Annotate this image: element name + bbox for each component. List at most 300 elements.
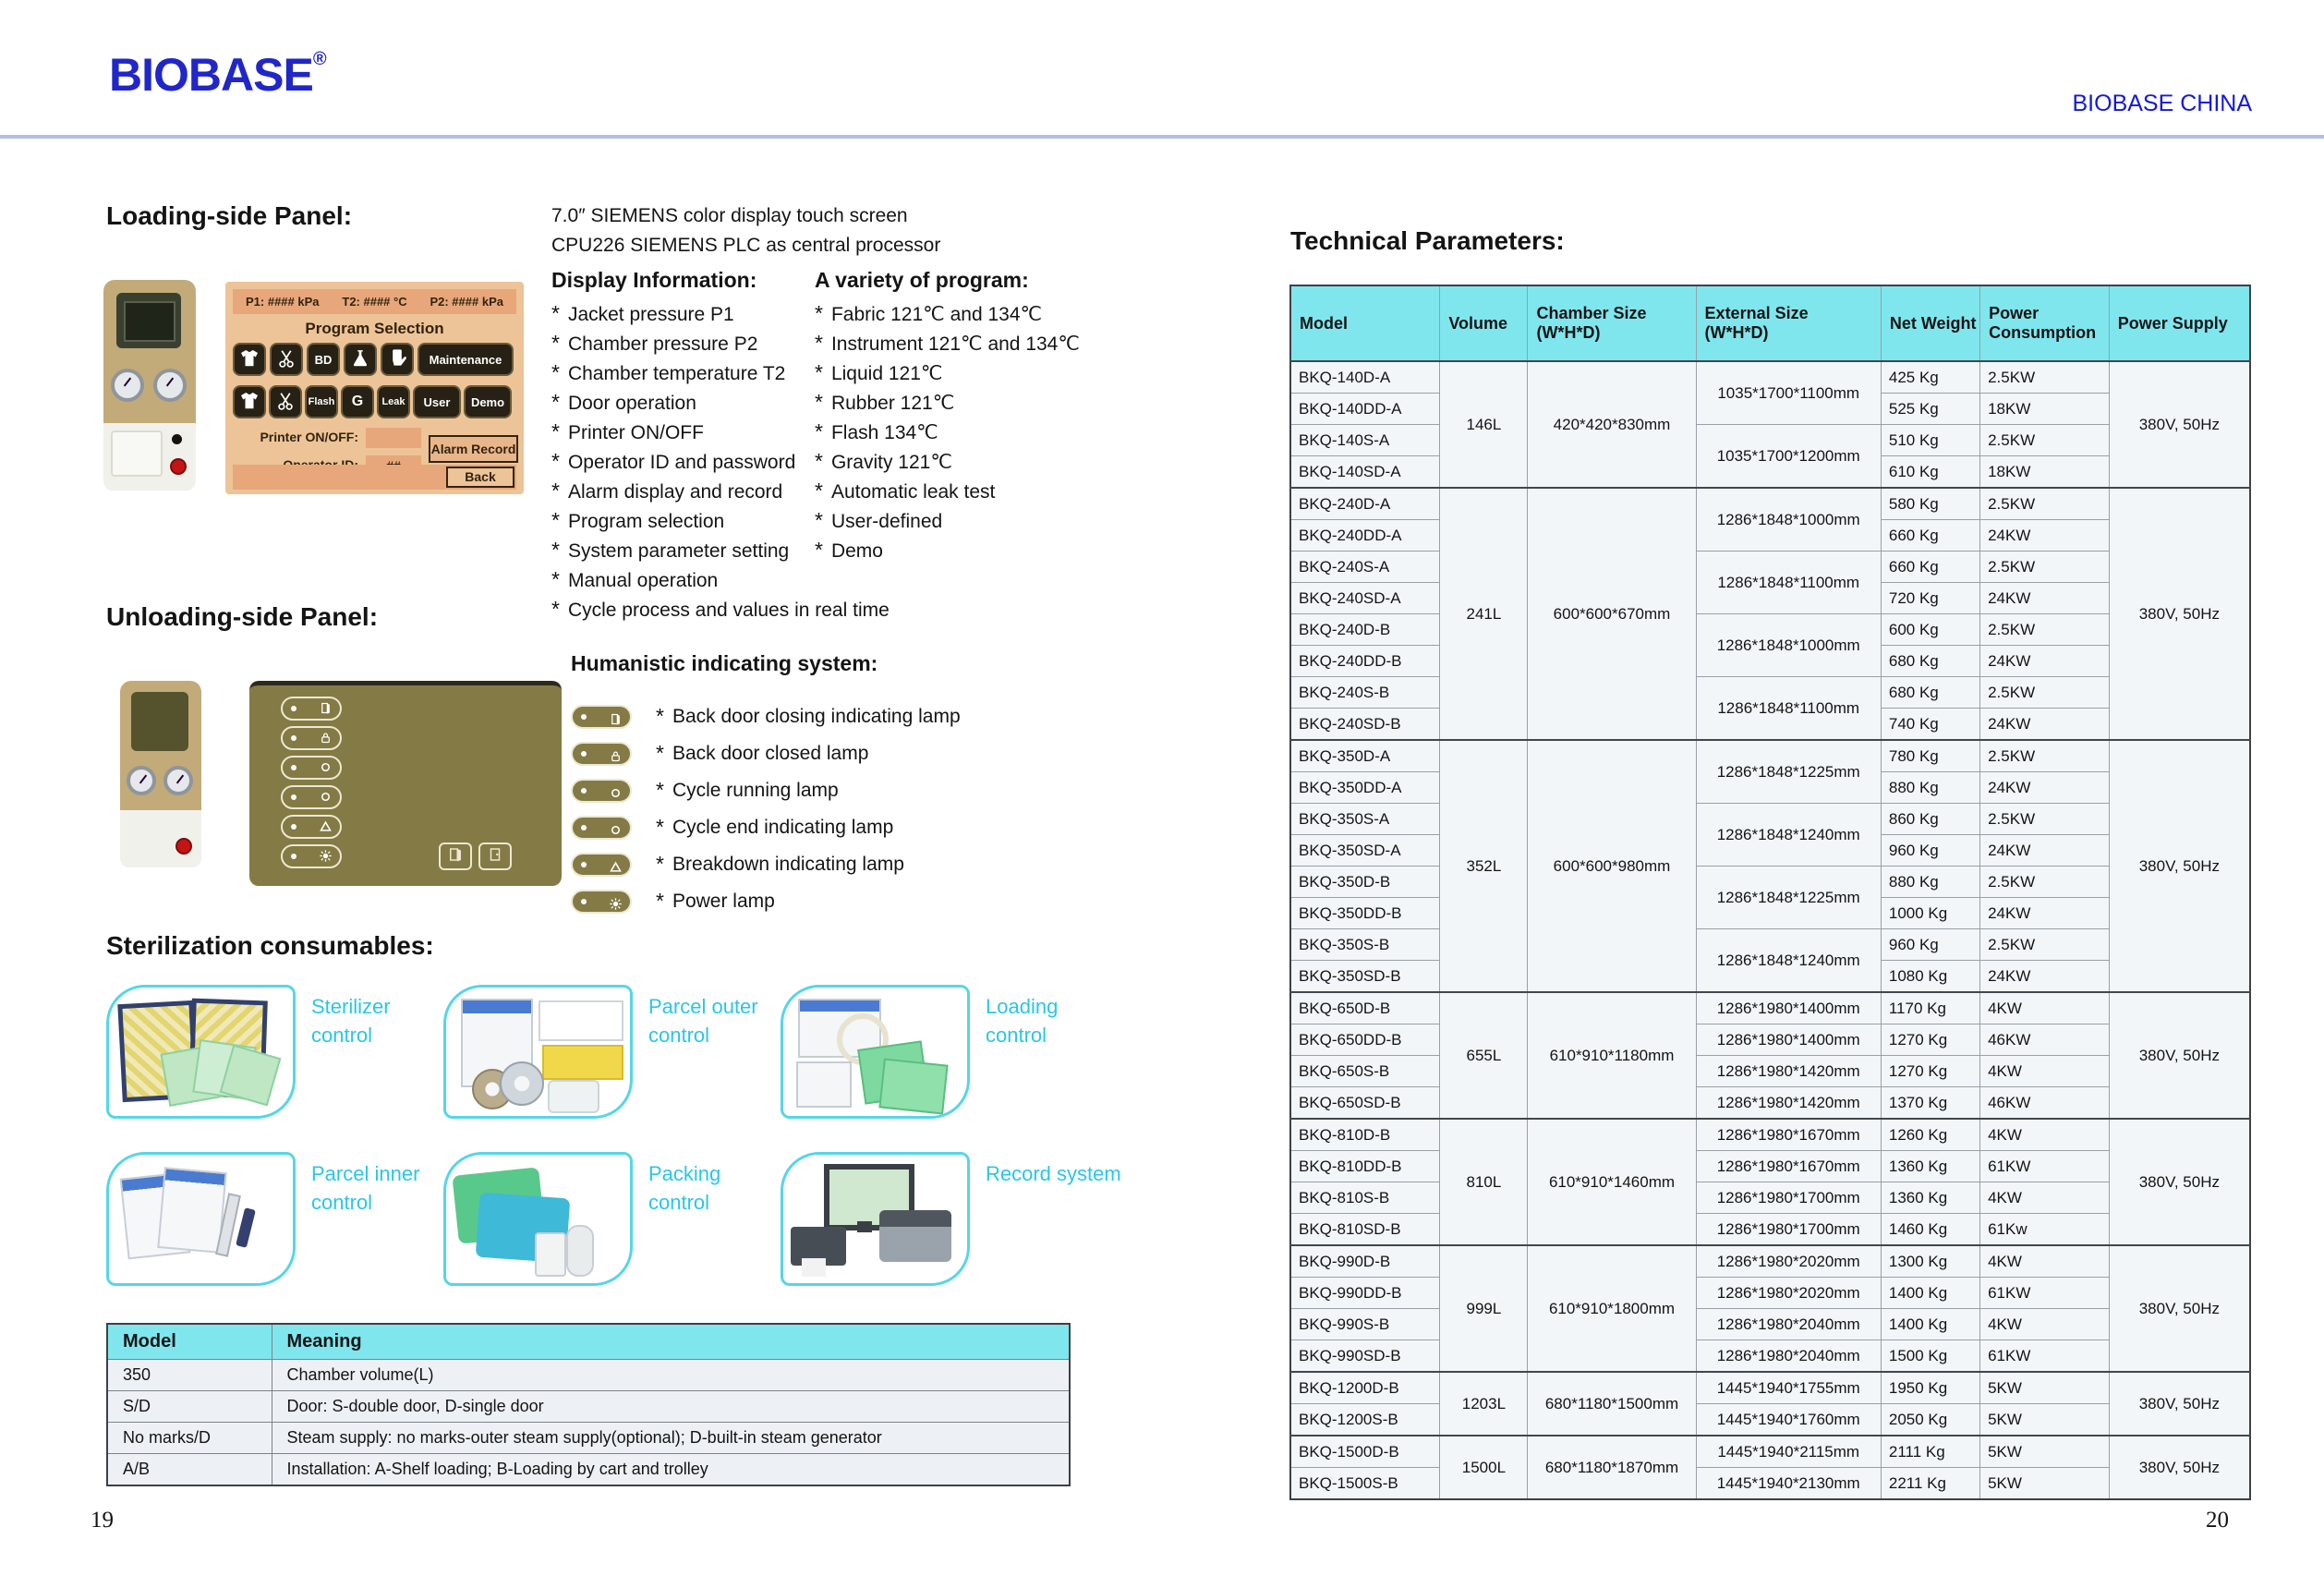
door-locked-lamp-icon xyxy=(281,726,342,750)
asterisk-bullet: * xyxy=(656,741,664,765)
tech-header-cell: Chamber Size (W*H*D) xyxy=(1528,285,1696,361)
glove-icon xyxy=(387,348,407,371)
unloading-panel-figure xyxy=(120,681,562,886)
readout-p1: P1: #### kPa xyxy=(246,295,320,309)
model-cell: BKQ-990SD-B xyxy=(1290,1340,1440,1373)
record-system-photo xyxy=(781,1152,970,1286)
power-consumption-cell: 24KW xyxy=(1980,520,2110,552)
legend-cell: Installation: A-Shelf loading; B-Loading by cart and trolley xyxy=(272,1454,1070,1486)
external-size-cell: 1286*1848*1225mm xyxy=(1696,867,1881,929)
chamber-size-cell: 680*1180*1500mm xyxy=(1528,1372,1696,1436)
spec-row xyxy=(1290,1024,2250,1056)
spec-row xyxy=(1290,1214,2250,1246)
program-item xyxy=(815,479,1092,508)
display-info-item xyxy=(551,597,890,626)
display-info-heading: Display Information: xyxy=(551,268,757,292)
legend-row xyxy=(107,1391,1070,1423)
spec-row xyxy=(1290,1056,2250,1087)
display-info-item-label: Door operation xyxy=(567,393,696,414)
external-size-cell: 1286*1980*1400mm xyxy=(1696,992,1881,1024)
power-lamp-icon xyxy=(281,844,342,868)
model-cell: BKQ-1200S-B xyxy=(1290,1404,1440,1436)
rubber-program-button[interactable] xyxy=(381,343,414,376)
power-consumption-cell: 5KW xyxy=(1980,1404,2110,1436)
maintenance-button[interactable]: Maintenance xyxy=(418,343,514,376)
model-cell: BKQ-1500D-B xyxy=(1290,1436,1440,1468)
model-cell: BKQ-240S-A xyxy=(1290,552,1440,583)
power-consumption-cell: 18KW xyxy=(1980,456,2110,489)
bottom-strip xyxy=(233,465,516,490)
black-button[interactable] xyxy=(172,434,182,444)
external-size-cell: 1286*1848*1240mm xyxy=(1696,929,1881,993)
asterisk-bullet: * xyxy=(551,538,560,562)
power-consumption-cell: 2.5KW xyxy=(1980,804,2110,835)
program-item xyxy=(815,538,1092,567)
pressure-gauge-icon xyxy=(111,369,144,402)
external-size-cell: 1286*1848*1240mm xyxy=(1696,804,1881,867)
display-info-item-label: Printer ON/OFF xyxy=(567,422,704,443)
gravity-program-button[interactable]: G xyxy=(341,385,374,418)
volume-cell: 241L xyxy=(1440,488,1528,740)
spec-row xyxy=(1290,804,2250,835)
asterisk-bullet: * xyxy=(656,778,664,802)
model-cell: BKQ-140SD-A xyxy=(1290,456,1440,489)
net-weight-cell: 580 Kg xyxy=(1881,488,1979,520)
liquid-program-button[interactable] xyxy=(344,343,377,376)
program-item xyxy=(815,508,1092,538)
spec-row xyxy=(1290,1151,2250,1182)
power-consumption-cell: 24KW xyxy=(1980,646,2110,677)
instrument2-program-button[interactable] xyxy=(269,385,302,418)
power-supply-cell: 380V, 50Hz xyxy=(2109,361,2250,488)
external-size-cell: 1286*1980*2020mm xyxy=(1696,1245,1881,1278)
net-weight-cell: 1000 Kg xyxy=(1881,898,1979,929)
external-size-cell: 1445*1940*2130mm xyxy=(1696,1468,1881,1500)
consumable-label: Record system xyxy=(986,1162,1121,1185)
external-size-cell: 1286*1848*1000mm xyxy=(1696,614,1881,677)
model-cell: BKQ-350S-A xyxy=(1290,804,1440,835)
consumables-grid xyxy=(106,985,1196,1299)
legend-table xyxy=(106,1323,1071,1486)
display-info-item-label: Program selection xyxy=(567,511,725,532)
shirt-icon xyxy=(238,390,260,415)
model-cell: BKQ-140DD-A xyxy=(1290,394,1440,425)
door-open-lamp-icon xyxy=(571,705,632,729)
technical-heading: Technical Parameters: xyxy=(1290,226,1565,255)
power-consumption-cell: 4KW xyxy=(1980,1119,2110,1151)
sterilizer-control-photo xyxy=(106,985,296,1119)
legend-cell: Chamber volume(L) xyxy=(272,1360,1070,1391)
volume-cell: 655L xyxy=(1440,992,1528,1119)
program-item xyxy=(815,449,1092,479)
power-consumption-cell: 4KW xyxy=(1980,992,2110,1024)
model-cell: BKQ-990S-B xyxy=(1290,1309,1440,1340)
pressure-gauge-icon xyxy=(163,766,193,795)
consumable-label: Loading control xyxy=(986,995,1059,1047)
net-weight-cell: 660 Kg xyxy=(1881,552,1979,583)
photo-shape xyxy=(500,1061,544,1106)
spec-row xyxy=(1290,867,2250,898)
indicator-label: Back door closing indicating lamp xyxy=(672,705,961,727)
net-weight-cell: 720 Kg xyxy=(1881,583,1979,614)
door-open-button[interactable] xyxy=(439,842,472,870)
user-program-button[interactable]: User xyxy=(413,385,461,418)
power-consumption-cell: 61KW xyxy=(1980,1278,2110,1309)
external-size-cell: 1445*1940*2115mm xyxy=(1696,1436,1881,1468)
model-cell: BKQ-650S-B xyxy=(1290,1056,1440,1087)
tech-table xyxy=(1289,285,2251,1500)
spec-row xyxy=(1290,929,2250,961)
spec-row xyxy=(1290,992,2250,1024)
chamber-size-cell: 610*910*1800mm xyxy=(1528,1245,1696,1372)
external-size-cell: 1286*1980*1420mm xyxy=(1696,1056,1881,1087)
chamber-size-cell: 680*1180*1870mm xyxy=(1528,1436,1696,1499)
asterisk-bullet: * xyxy=(551,360,560,384)
loading-panel-figure xyxy=(103,280,524,494)
external-size-cell: 1286*1980*2020mm xyxy=(1696,1278,1881,1309)
asterisk-bullet: * xyxy=(551,449,560,473)
program-item-label: Gravity 121℃ xyxy=(830,452,952,473)
display-info-item xyxy=(551,567,829,597)
unloading-panel-heading: Unloading-side Panel: xyxy=(106,602,379,631)
model-cell: BKQ-240S-B xyxy=(1290,677,1440,709)
touch-screen xyxy=(225,282,524,494)
legend-cell: Door: S-double door, D-single door xyxy=(272,1391,1070,1423)
legend-row xyxy=(107,1454,1070,1486)
spec-row xyxy=(1290,425,2250,456)
net-weight-cell: 880 Kg xyxy=(1881,772,1979,804)
model-cell: BKQ-810D-B xyxy=(1290,1119,1440,1151)
indicator-item xyxy=(571,889,1144,914)
power-consumption-cell: 24KW xyxy=(1980,583,2110,614)
power-supply-cell: 380V, 50Hz xyxy=(2109,740,2250,992)
display-info-item-label: Jacket pressure P1 xyxy=(567,304,734,325)
model-cell: BKQ-240DD-A xyxy=(1290,520,1440,552)
tech-header-cell: Power Consumption xyxy=(1980,285,2110,361)
net-weight-cell: 1260 Kg xyxy=(1881,1119,1979,1151)
model-cell: BKQ-810S-B xyxy=(1290,1182,1440,1214)
pressure-gauge-icon xyxy=(153,369,187,402)
spec-row xyxy=(1290,1119,2250,1151)
model-cell: BKQ-1500S-B xyxy=(1290,1468,1440,1500)
net-weight-cell: 880 Kg xyxy=(1881,867,1979,898)
volume-cell: 999L xyxy=(1440,1245,1528,1372)
power-consumption-cell: 46KW xyxy=(1980,1024,2110,1056)
readout-p2: P2: #### kPa xyxy=(430,295,503,309)
fabric-program-button[interactable] xyxy=(233,343,266,376)
legend-header-cell: Meaning xyxy=(272,1324,1070,1360)
power-consumption-cell: 61KW xyxy=(1980,1340,2110,1373)
model-cell: BKQ-140S-A xyxy=(1290,425,1440,456)
back-button[interactable]: Back xyxy=(446,467,514,488)
external-size-cell: 1286*1980*1400mm xyxy=(1696,1024,1881,1056)
power-consumption-cell: 61Kw xyxy=(1980,1214,2110,1246)
model-cell: BKQ-990D-B xyxy=(1290,1245,1440,1278)
power-consumption-cell: 18KW xyxy=(1980,394,2110,425)
photo-shape xyxy=(548,1080,599,1113)
power-consumption-cell: 24KW xyxy=(1980,835,2110,867)
indicating-heading: Humanistic indicating system: xyxy=(571,651,878,675)
external-size-cell: 1286*1848*1000mm xyxy=(1696,488,1881,552)
asterisk-bullet: * xyxy=(815,331,823,355)
instrument-program-button[interactable] xyxy=(270,343,303,376)
net-weight-cell: 1360 Kg xyxy=(1881,1182,1979,1214)
power-consumption-cell: 2.5KW xyxy=(1980,677,2110,709)
model-cell: BKQ-350SD-A xyxy=(1290,835,1440,867)
photo-shape xyxy=(535,1232,566,1277)
model-cell: BKQ-240D-A xyxy=(1290,488,1440,520)
photo-shape xyxy=(857,1221,872,1232)
door-open-lamp-icon xyxy=(281,697,342,721)
red-button[interactable] xyxy=(176,838,192,855)
net-weight-cell: 1400 Kg xyxy=(1881,1278,1979,1309)
indicator-label: Cycle end indicating lamp xyxy=(672,816,894,838)
indicator-item xyxy=(571,815,1144,840)
power-consumption-cell: 24KW xyxy=(1980,898,2110,929)
display-info-item xyxy=(551,360,829,390)
model-cell: BKQ-240D-B xyxy=(1290,614,1440,646)
model-cell: BKQ-350D-B xyxy=(1290,867,1440,898)
spec-row xyxy=(1290,1309,2250,1340)
asterisk-bullet: * xyxy=(815,360,823,384)
asterisk-bullet: * xyxy=(551,597,560,621)
photo-shape xyxy=(539,1000,623,1041)
power-consumption-cell: 24KW xyxy=(1980,709,2110,741)
program-item xyxy=(815,419,1092,449)
asterisk-bullet: * xyxy=(551,567,560,591)
net-weight-cell: 780 Kg xyxy=(1881,740,1979,772)
asterisk-bullet: * xyxy=(551,508,560,532)
external-size-cell: 1286*1980*1700mm xyxy=(1696,1182,1881,1214)
external-size-cell: 1286*1848*1225mm xyxy=(1696,740,1881,804)
device-display xyxy=(131,692,188,751)
tech-header-cell: Power Supply xyxy=(2109,285,2250,361)
model-cell: BKQ-650SD-B xyxy=(1290,1087,1440,1120)
net-weight-cell: 2211 Kg xyxy=(1881,1468,1979,1500)
model-cell: BKQ-810DD-B xyxy=(1290,1151,1440,1182)
net-weight-cell: 680 Kg xyxy=(1881,646,1979,677)
chamber-size-cell: 600*600*670mm xyxy=(1528,488,1696,740)
spec-row xyxy=(1290,740,2250,772)
volume-cell: 1203L xyxy=(1440,1372,1528,1436)
net-weight-cell: 1170 Kg xyxy=(1881,992,1979,1024)
printer-field[interactable] xyxy=(366,428,421,448)
model-cell: BKQ-240SD-B xyxy=(1290,709,1440,741)
model-legend-table xyxy=(106,1323,1071,1486)
external-size-cell: 1035*1700*1100mm xyxy=(1696,361,1881,425)
net-weight-cell: 1080 Kg xyxy=(1881,961,1979,993)
model-cell: BKQ-350D-A xyxy=(1290,740,1440,772)
chamber-size-cell: 600*600*980mm xyxy=(1528,740,1696,992)
power-consumption-cell: 4KW xyxy=(1980,1056,2110,1087)
power-consumption-cell: 4KW xyxy=(1980,1245,2110,1278)
device-door-panel xyxy=(111,430,163,477)
power-consumption-cell: 61KW xyxy=(1980,1151,2110,1182)
net-weight-cell: 1270 Kg xyxy=(1881,1056,1979,1087)
net-weight-cell: 1460 Kg xyxy=(1881,1214,1979,1246)
alarm-record-button[interactable]: Alarm Record xyxy=(429,435,518,463)
external-size-cell: 1286*1980*2040mm xyxy=(1696,1340,1881,1373)
scissors-icon xyxy=(276,348,297,371)
display-info-item xyxy=(551,419,829,449)
program-item-label: Automatic leak test xyxy=(830,481,996,503)
power-consumption-cell: 46KW xyxy=(1980,1087,2110,1120)
program-item-label: Flash 134℃ xyxy=(830,422,938,443)
model-cell: BKQ-240DD-B xyxy=(1290,646,1440,677)
chamber-size-cell: 610*910*1460mm xyxy=(1528,1119,1696,1245)
parcel-outer-control-photo xyxy=(443,985,633,1119)
red-button[interactable] xyxy=(170,458,187,475)
spec-row xyxy=(1290,488,2250,520)
external-size-cell: 1286*1980*2040mm xyxy=(1696,1309,1881,1340)
asterisk-bullet: * xyxy=(815,508,823,532)
intro-line-2: CPU226 SIEMENS PLC as central processor xyxy=(551,235,941,256)
external-size-cell: 1286*1848*1100mm xyxy=(1696,552,1881,614)
external-size-cell: 1445*1940*1760mm xyxy=(1696,1404,1881,1436)
legend-cell: A/B xyxy=(107,1454,272,1486)
indicator-label: Breakdown indicating lamp xyxy=(672,853,904,875)
display-info-item xyxy=(551,479,829,508)
asterisk-bullet: * xyxy=(551,331,560,355)
net-weight-cell: 1500 Kg xyxy=(1881,1340,1979,1373)
packing-control-photo xyxy=(443,1152,633,1286)
asterisk-bullet: * xyxy=(815,538,823,562)
indicator-label: Cycle running lamp xyxy=(672,779,839,801)
photo-shape xyxy=(879,1210,951,1262)
asterisk-bullet: * xyxy=(551,301,560,325)
power-consumption-cell: 2.5KW xyxy=(1980,867,2110,898)
volume-cell: 146L xyxy=(1440,361,1528,488)
power-consumption-cell: 2.5KW xyxy=(1980,488,2110,520)
indicator-item xyxy=(571,852,1144,877)
legend-row xyxy=(107,1423,1070,1454)
asterisk-bullet: * xyxy=(551,419,560,443)
model-cell: BKQ-810SD-B xyxy=(1290,1214,1440,1246)
display-info-item-label: Operator ID and password xyxy=(567,452,796,473)
scissors-icon xyxy=(275,391,296,414)
program-item-label: Liquid 121℃ xyxy=(830,363,943,384)
printer-on-off-label: Printer ON/OFF: xyxy=(260,430,358,444)
external-size-cell: 1445*1940*1755mm xyxy=(1696,1372,1881,1404)
indicating-list xyxy=(571,704,1144,926)
display-info-item-label: Chamber temperature T2 xyxy=(567,363,786,384)
power-supply-cell: 380V, 50Hz xyxy=(2109,1372,2250,1436)
power-consumption-cell: 2.5KW xyxy=(1980,552,2110,583)
net-weight-cell: 600 Kg xyxy=(1881,614,1979,646)
demo-program-button[interactable]: Demo xyxy=(464,385,512,418)
door-close-button[interactable] xyxy=(478,842,512,870)
page-number-right: 20 xyxy=(2206,1508,2229,1533)
spec-row xyxy=(1290,1372,2250,1404)
photo-shape xyxy=(566,1225,594,1277)
model-cell: BKQ-140D-A xyxy=(1290,361,1440,394)
door-closed-icon xyxy=(487,846,503,867)
external-size-cell: 1286*1980*1670mm xyxy=(1696,1151,1881,1182)
power-consumption-cell: 5KW xyxy=(1980,1468,2110,1500)
external-size-cell: 1286*1980*1670mm xyxy=(1696,1119,1881,1151)
power-supply-cell: 380V, 50Hz xyxy=(2109,992,2250,1119)
model-cell: BKQ-350S-B xyxy=(1290,929,1440,961)
net-weight-cell: 1270 Kg xyxy=(1881,1024,1979,1056)
cycle-running-lamp-icon xyxy=(281,756,342,780)
display-info-item xyxy=(551,331,829,360)
pressure-gauge-icon xyxy=(127,766,156,795)
asterisk-bullet: * xyxy=(815,479,823,503)
power-consumption-cell: 24KW xyxy=(1980,772,2110,804)
power-supply-cell: 380V, 50Hz xyxy=(2109,488,2250,740)
legend-cell: S/D xyxy=(107,1391,272,1423)
consumable-label: Parcel outer control xyxy=(648,995,758,1047)
readout-t2: T2: #### °C xyxy=(342,295,407,309)
legend-cell: Steam supply: no marks-outer steam supply(optional); D-built-in steam generator xyxy=(272,1423,1070,1454)
display-info-item-label: System parameter setting xyxy=(567,540,790,562)
model-cell: BKQ-350DD-B xyxy=(1290,898,1440,929)
asterisk-bullet: * xyxy=(656,704,664,728)
photo-shape xyxy=(796,1061,852,1108)
consumable-label: Packing control xyxy=(648,1162,721,1214)
spec-row xyxy=(1290,1468,2250,1500)
flask-icon xyxy=(350,348,370,371)
spec-row xyxy=(1290,1182,2250,1214)
net-weight-cell: 2111 Kg xyxy=(1881,1436,1979,1468)
tech-header-cell: External Size (W*H*D) xyxy=(1696,285,1881,361)
indicator-item xyxy=(571,704,1144,729)
spec-row xyxy=(1290,614,2250,646)
fabric2-program-button[interactable] xyxy=(233,385,266,418)
power-consumption-cell: 24KW xyxy=(1980,961,2110,993)
leak-test-button[interactable]: Leak xyxy=(377,385,410,418)
header-right-text: BIOBASE CHINA xyxy=(2072,91,2252,116)
model-cell: BKQ-650D-B xyxy=(1290,992,1440,1024)
model-cell: BKQ-240SD-A xyxy=(1290,583,1440,614)
asterisk-bullet: * xyxy=(815,419,823,443)
bd-program-button[interactable]: BD xyxy=(307,343,340,376)
program-item xyxy=(815,331,1092,360)
loading-panel-heading: Loading-side Panel: xyxy=(106,201,353,230)
photo-shape xyxy=(878,1058,948,1114)
device-display xyxy=(116,293,181,348)
display-info-item-label: Alarm display and record xyxy=(567,481,783,503)
chamber-size-cell: 420*420*830mm xyxy=(1528,361,1696,488)
spec-row xyxy=(1290,677,2250,709)
tech-header-cell: Volume xyxy=(1440,285,1528,361)
biobase-logo: BIOBASE® xyxy=(109,49,326,101)
cycle-end-lamp-icon xyxy=(281,785,342,809)
net-weight-cell: 660 Kg xyxy=(1881,520,1979,552)
asterisk-bullet: * xyxy=(815,301,823,325)
net-weight-cell: 860 Kg xyxy=(1881,804,1979,835)
indicator-item xyxy=(571,741,1144,766)
net-weight-cell: 680 Kg xyxy=(1881,677,1979,709)
page-number-left: 19 xyxy=(91,1508,114,1533)
flash-program-button[interactable]: Flash xyxy=(305,385,338,418)
program-item-label: Fabric 121℃ and 134℃ xyxy=(830,304,1043,325)
door-open-icon xyxy=(447,846,464,867)
asterisk-bullet: * xyxy=(656,852,664,876)
photo-shape xyxy=(236,1207,256,1248)
programs-list xyxy=(815,301,1092,567)
net-weight-cell: 1950 Kg xyxy=(1881,1372,1979,1404)
model-cell: BKQ-990DD-B xyxy=(1290,1278,1440,1309)
power-consumption-cell: 2.5KW xyxy=(1980,929,2110,961)
power-lamp-icon xyxy=(571,890,632,914)
external-size-cell: 1286*1980*1420mm xyxy=(1696,1087,1881,1120)
header-rule xyxy=(0,135,2324,139)
model-cell: BKQ-650DD-B xyxy=(1290,1024,1440,1056)
indicator-label: Power lamp xyxy=(672,890,775,912)
legend-row xyxy=(107,1360,1070,1391)
loading-controller-device xyxy=(103,280,196,491)
